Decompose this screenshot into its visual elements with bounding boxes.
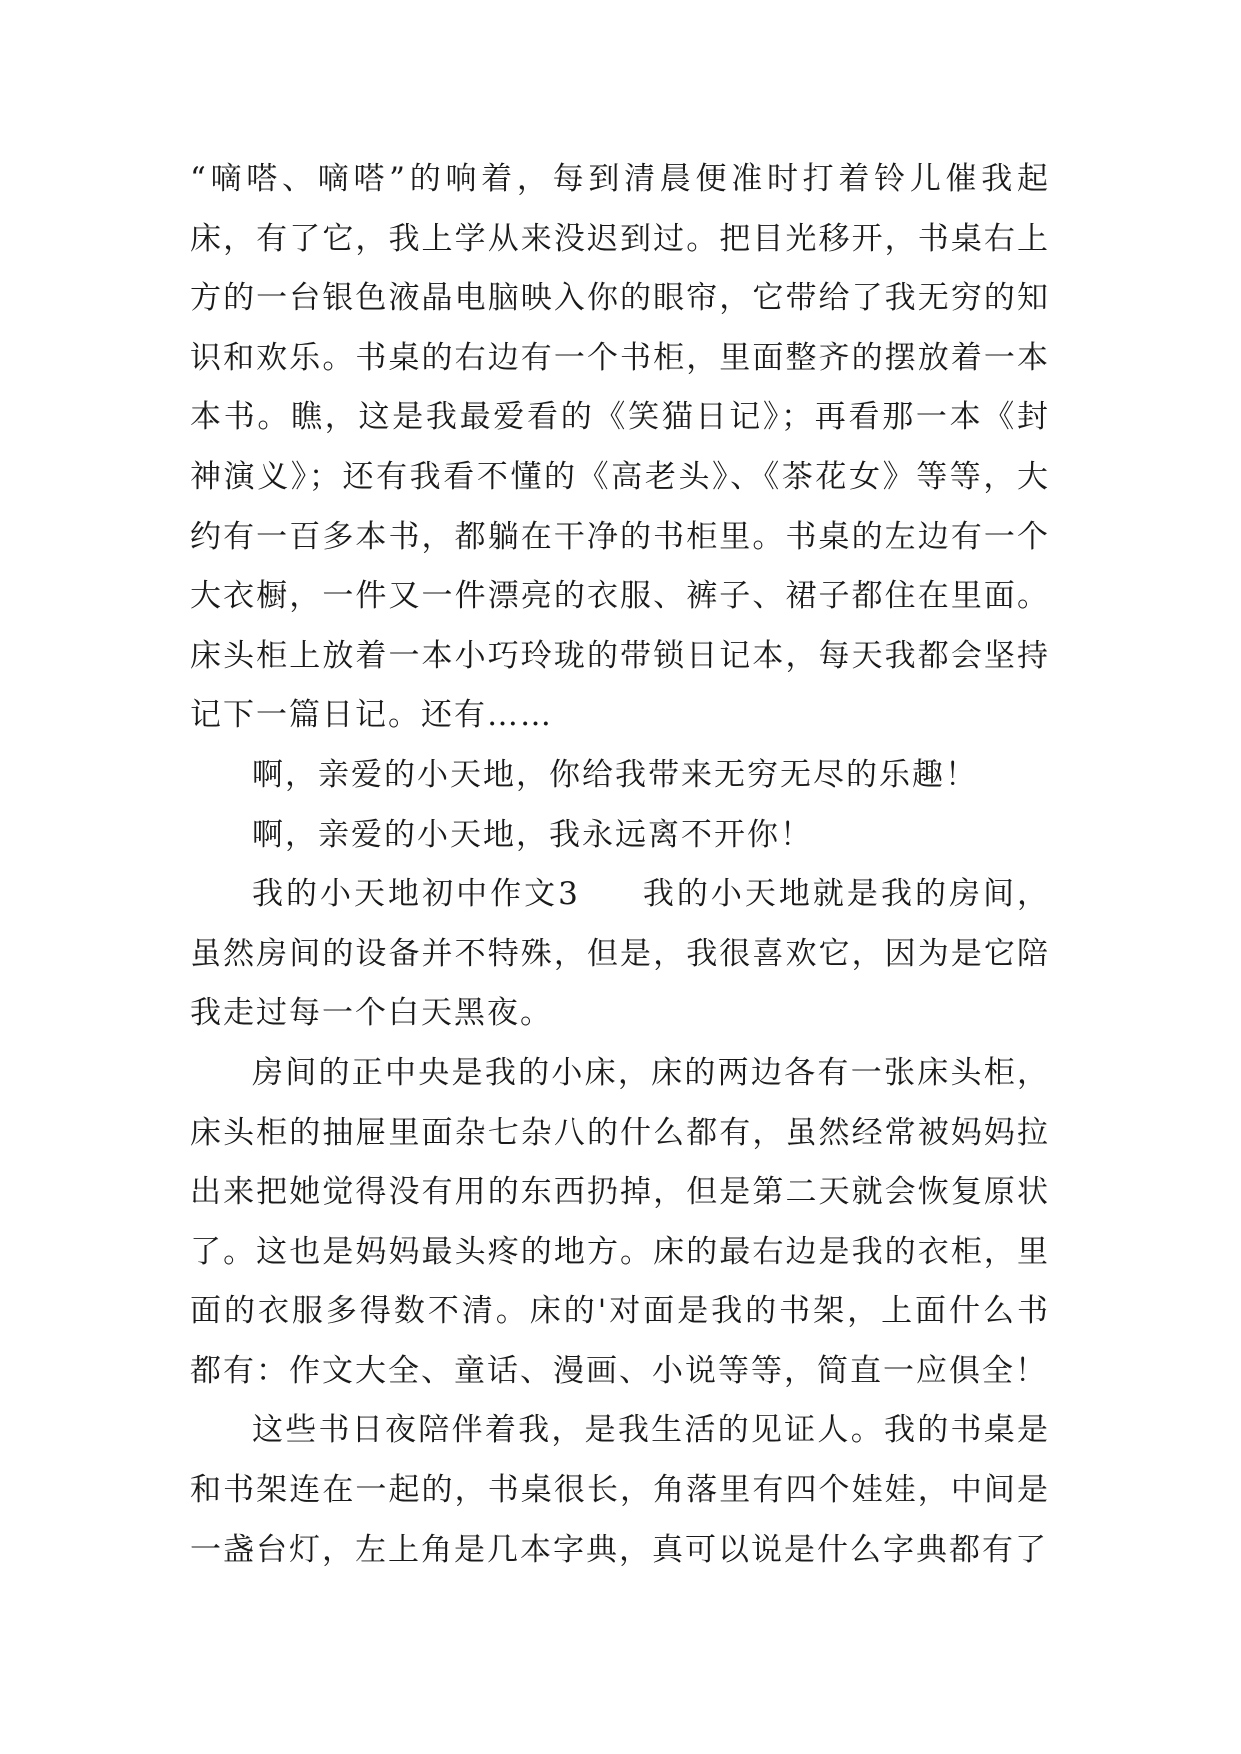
paragraph-5: 房间的正中央是我的小床，床的两边各有一张床头柜，床头柜的抽屉里面杂七杂八的什么都有，虽然经常被妈妈拉出来把她觉得没有用的东西扔掉，但是第二天就会恢复原状了。这也是妈妈最头疼的地方。床的最右边是我的衣柜，里面的衣服多得数不清。床的'对面是我的书架，上面什么书都有：作文大全、童话、漫画、小说等等，简直一应俱全！ (190, 1054, 1050, 1389)
section-paragraph (190, 865, 1050, 1044)
paragraph-6: 这些书日夜陪伴着我，是我生活的见证人。我的书桌是和书架连在一起的，书桌很长，角落里有四个娃娃，中间是一盏台灯，左上角是几本字典，真可以说是什么字典都有了 (190, 1412, 1050, 1568)
section-first-text: 我的小天地就是我的房间，虽然房间的设备并不特殊，但是，我很喜欢它，因为是它陪我走过每一个白天黑夜。 (190, 876, 1050, 1032)
paragraph-2: 啊，亲爱的小天地，你给我带来无穷无尽的乐趣！ (252, 756, 978, 793)
section-title: 我的小天地初中作文3 (252, 876, 580, 913)
paragraph-1: “嘀嗒、嘀嗒”的响着，每到清晨便准时打着铃儿催我起床，有了它，我上学从来没迟到过。把目光移开，书桌右上方的一台银色液晶电脑映入你的眼帘，它带给了我无穷的知识和欢乐。书桌的右边有一个书柜，里面整齐的摆放着一本本书。瞧，这是我最爱看的《笑猫日记》；再看那一本《封神演义》；还有我看不懂的《高老头》、《茶花女》等等，大约有一百多本书，都躺在干净的书柜里。书桌的左边有一个大衣橱，一件又一件漂亮的衣服、裤子、裙子都住在里面。床头柜上放着一本小巧玲珑的带锁日记本，每天我都会坚持记下一篇日记。还有…… (190, 161, 1050, 734)
paragraph-3: 啊，亲爱的小天地，我永远离不开你！ (252, 816, 813, 853)
document-body (190, 150, 1050, 1580)
